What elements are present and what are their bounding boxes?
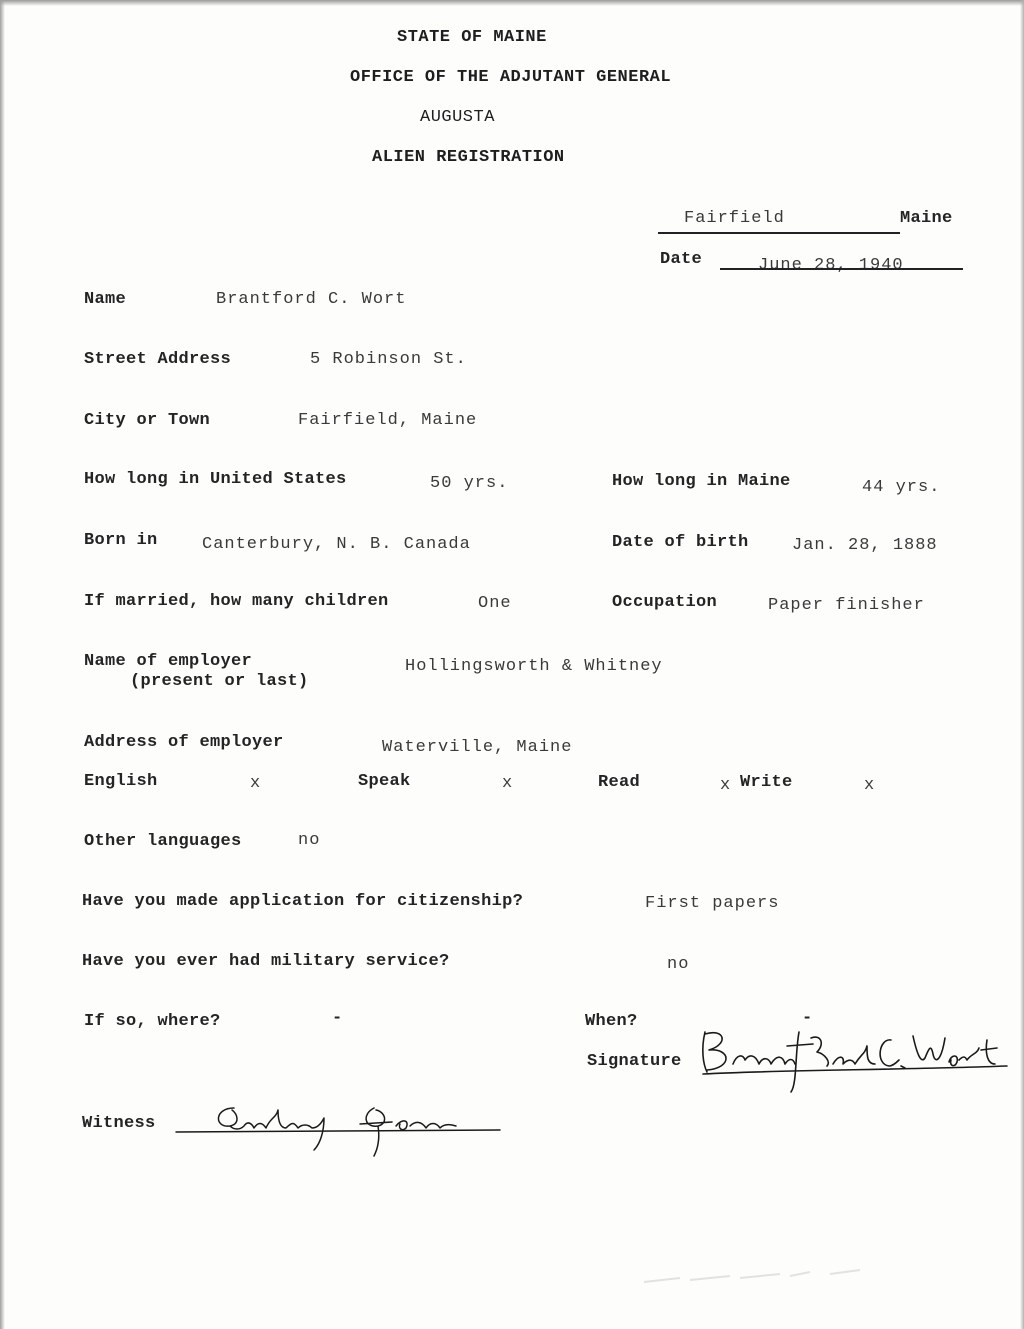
born-value: Canterbury, N. B. Canada [202, 535, 471, 554]
city-value: Fairfield, Maine [298, 411, 478, 430]
read-value: x [720, 776, 732, 795]
name-value: Brantford C. Wort [216, 290, 407, 309]
citizenship-label: Have you made application for citizenship? [82, 892, 524, 911]
years-us-value: 50 yrs. [430, 474, 509, 493]
employer-address-label: Address of employer [84, 733, 284, 752]
children-value: One [478, 594, 512, 613]
name-label: Name [84, 290, 127, 309]
faint-stamp-mark [640, 1262, 900, 1292]
citizenship-value: First papers [645, 894, 780, 913]
where-value: - [332, 1009, 343, 1028]
dob-value: Jan. 28, 1888 [792, 536, 938, 555]
other-languages-value: no [298, 831, 321, 850]
speak-label: Speak [358, 772, 411, 791]
scan-edge-left [0, 0, 5, 1329]
place-state: Maine [900, 209, 953, 228]
speak-value: x [502, 774, 514, 793]
scan-edge-right [1020, 0, 1024, 1329]
other-languages-label: Other languages [84, 832, 242, 851]
employer-label: Name of employer [84, 652, 253, 671]
military-label: Have you ever had military service? [82, 952, 450, 971]
signature-label: Signature [587, 1052, 682, 1071]
write-label: Write [740, 773, 793, 792]
employer-value: Hollingsworth & Whitney [405, 657, 663, 676]
occupation-value: Paper finisher [768, 596, 925, 615]
english-value: x [250, 774, 262, 793]
city-label: City or Town [84, 411, 211, 430]
header-title: ALIEN REGISTRATION [372, 148, 565, 167]
street-label: Street Address [84, 350, 232, 369]
scan-edge-top [0, 0, 1024, 6]
children-label: If married, how many children [84, 592, 389, 611]
employer-address-value: Waterville, Maine [382, 738, 573, 757]
header-state: STATE OF MAINE [397, 28, 547, 47]
write-value: x [864, 776, 876, 795]
place-rule [658, 232, 900, 234]
years-us-label: How long in United States [84, 470, 347, 489]
when-label: When? [585, 1012, 638, 1031]
when-value: - [802, 1009, 813, 1028]
read-label: Read [598, 773, 641, 792]
born-label: Born in [84, 531, 158, 550]
years-maine-label: How long in Maine [612, 472, 791, 491]
place-town: Fairfield [684, 209, 785, 228]
witness-handwriting [174, 1098, 514, 1162]
date-rule [720, 268, 963, 270]
english-label: English [84, 772, 158, 791]
witness-label: Witness [82, 1114, 156, 1133]
date-value: June 28, 1940 [758, 256, 904, 275]
years-maine-value: 44 yrs. [862, 478, 941, 497]
employer-sublabel: (present or last) [130, 672, 309, 691]
dob-label: Date of birth [612, 533, 749, 552]
street-value: 5 Robinson St. [310, 350, 467, 369]
occupation-label: Occupation [612, 593, 718, 612]
military-value: no [667, 955, 690, 974]
signature-handwriting [695, 1024, 1015, 1094]
where-label: If so, where? [84, 1012, 221, 1031]
header-office: OFFICE OF THE ADJUTANT GENERAL [350, 68, 672, 87]
date-label: Date [660, 250, 703, 269]
header-city: AUGUSTA [420, 108, 495, 127]
